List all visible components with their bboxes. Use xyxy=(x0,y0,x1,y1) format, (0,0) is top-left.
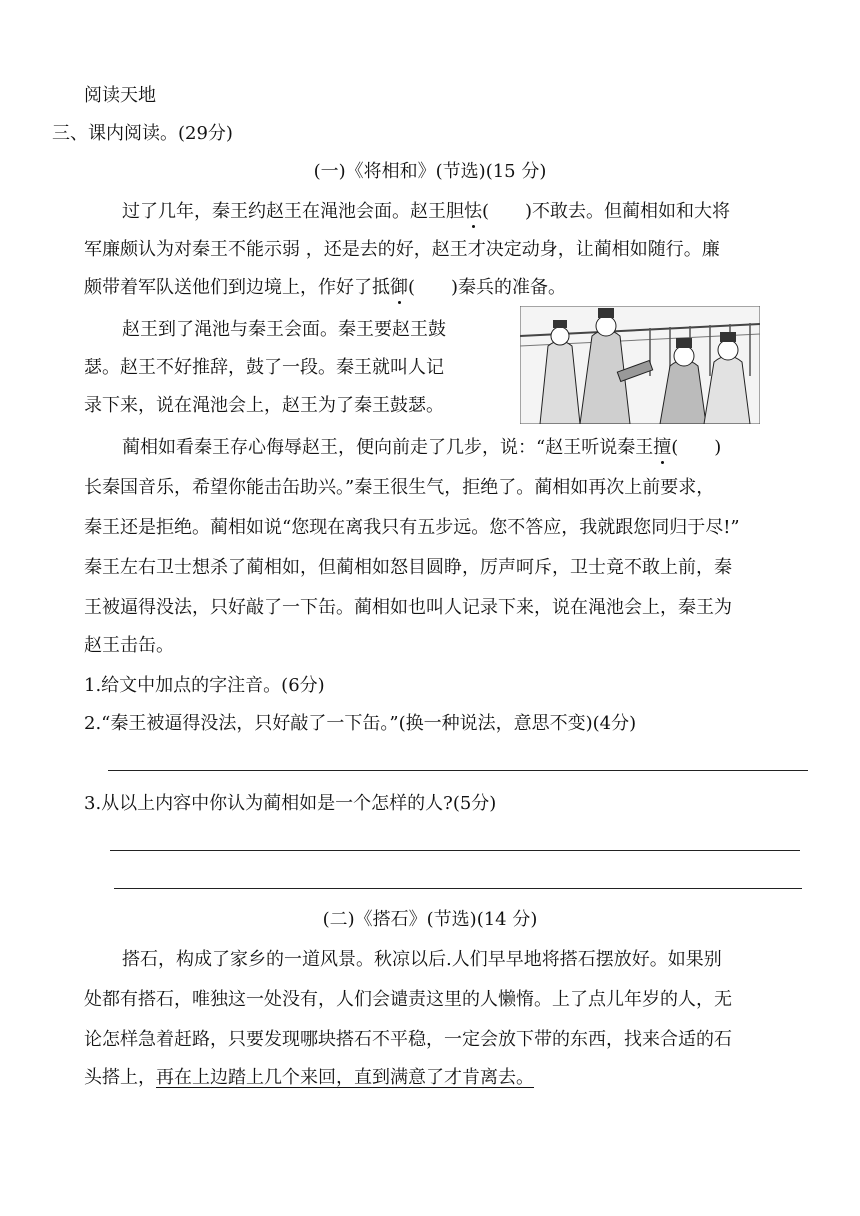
text: 蔺相如看秦王存心侮辱赵王，便向前走了几步，说：“赵王听说秦王 xyxy=(122,437,654,458)
p2b-line4 xyxy=(84,1066,534,1090)
passage1-title: (一)《将相和》(节选)(15 分) xyxy=(313,161,547,182)
text: ( xyxy=(671,437,679,458)
p3-line4: 秦王左右卫士想杀了蔺相如，但蔺相如怒目圆睁，厉声呵斥，卫士竟不敢上前，秦 xyxy=(84,557,732,578)
text: ( xyxy=(482,201,490,222)
p2-line2: 瑟。赵王不好推辞，鼓了一段。秦王就叫人记 xyxy=(84,357,444,378)
dotted-char: 擅 xyxy=(653,437,672,458)
p1-line2: 军廉颇认为对秦王不能示弱 ，还是去的好，赵王才决定动身，让蔺相如随行。廉 xyxy=(84,239,720,260)
text: 颇带着军队送他们到边境上，作好了抵 xyxy=(84,277,390,298)
p1-line1 xyxy=(122,200,730,224)
text: )秦兵的准备。 xyxy=(451,277,567,298)
question-1: 1.给文中加点的字注音。(6分) xyxy=(84,675,325,696)
answer-line-q3-1[interactable] xyxy=(110,850,800,851)
p3-line5: 王被逼得没法，只好敲了一下缶。蔺相如也叫人记录下来，说在渑池会上，秦王为 xyxy=(84,597,732,618)
answer-line-q2[interactable] xyxy=(108,770,808,771)
question-2: 2.“秦王被逼得没法，只好敲了一下缶。”(换一种说法，意思不变)(4分) xyxy=(84,713,637,734)
part-title: 三、课内阅读。(29分) xyxy=(52,123,233,144)
dotted-char: 怯 xyxy=(464,201,482,222)
p2-line3: 录下来，说在渑池会上，赵王为了秦王鼓瑟。 xyxy=(84,395,444,416)
underlined-sentence: 再在上边踏上几个来回，直到满意了才肯离去。 xyxy=(156,1067,534,1088)
text: 头搭上， xyxy=(84,1067,156,1088)
text: 过了几年，秦王约赵王在渑池会面。赵王胆 xyxy=(122,201,464,222)
text: ) xyxy=(714,437,722,458)
p2b-line3: 论怎样急着赶路，只要发现哪块搭石不平稳，一定会放下带的东西，找来合适的石 xyxy=(84,1029,732,1050)
section-label: 阅读天地 xyxy=(84,85,156,106)
p3-line6: 赵王击缶。 xyxy=(84,635,174,656)
question-3: 3.从以上内容中你认为蔺相如是一个怎样的人?(5分) xyxy=(84,793,497,814)
illustration-image xyxy=(520,306,760,424)
text: )不敢去。但蔺相如和大将 xyxy=(525,201,731,222)
passage2-title: (二)《搭石》(节选)(14 分) xyxy=(322,909,538,930)
p2b-line2: 处都有搭石，唯独这一处没有，人们会谴责这里的人懒惰。上了点儿年岁的人，无 xyxy=(84,989,732,1010)
answer-line-q3-2[interactable] xyxy=(114,888,802,889)
p3-line1 xyxy=(122,436,721,460)
dotted-char: 御 xyxy=(390,277,408,298)
p2-line1: 赵王到了渑池与秦王会面。秦王要赵王鼓 xyxy=(122,319,446,340)
p3-line3: 秦王还是拒绝。蔺相如说“您现在离我只有五步远。您不答应，我就跟您同归于尽!” xyxy=(84,517,740,538)
p3-line2: 长秦国音乐，希望你能击缶助兴。”秦王很生气，拒绝了。蔺相如再次上前要求， xyxy=(84,477,715,498)
p2b-line1: 搭石，构成了家乡的一道风景。秋凉以后.人们早早地将搭石摆放好。如果别 xyxy=(122,949,722,970)
p1-line3 xyxy=(84,276,566,300)
text: ( xyxy=(408,277,416,298)
